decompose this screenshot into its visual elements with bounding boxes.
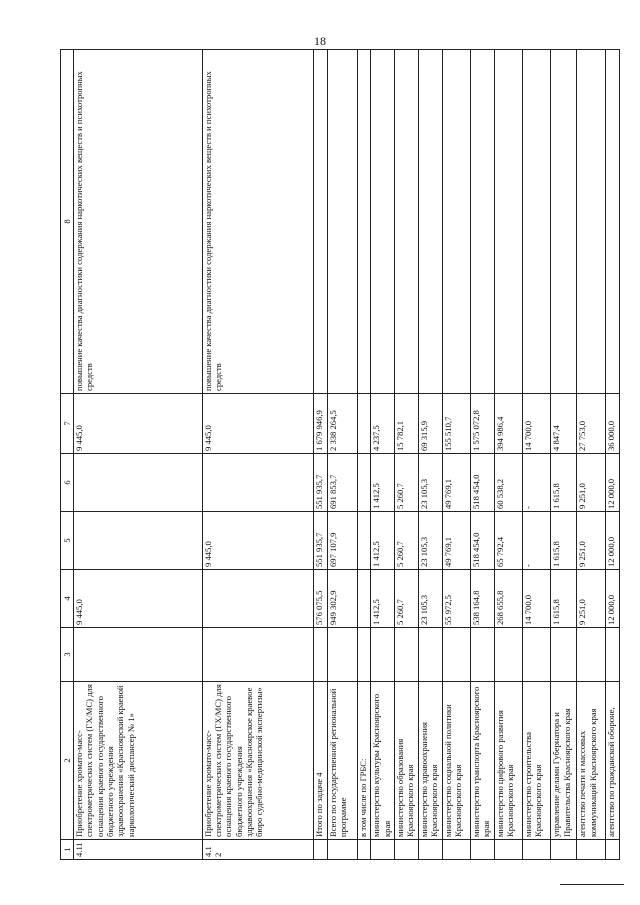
header-cell: 4 xyxy=(61,570,74,628)
table-cell-c5: 9 251,0 xyxy=(577,512,605,570)
table-cell-c8 xyxy=(471,50,495,394)
table-cell-c4: 268 655,8 xyxy=(494,570,522,628)
table-cell-c6 xyxy=(202,454,313,512)
table-row xyxy=(371,50,395,860)
table-cell-c6: 551 935,7 xyxy=(313,454,327,512)
table-cell-c5 xyxy=(74,512,203,570)
table-cell-c8 xyxy=(442,50,470,394)
table-cell-c3 xyxy=(418,628,442,682)
table-row xyxy=(394,50,418,860)
table-cell-c8: повышение качества диагностики содержания наркотических веществ и психотропных средств xyxy=(74,50,203,394)
table-cell-c8 xyxy=(494,50,522,394)
table-cell-c2: министерство транспорта Красноярского края xyxy=(471,682,495,840)
table-row xyxy=(327,50,357,860)
table-cell-c6: 60 538,2 xyxy=(494,454,522,512)
table-cell-c3 xyxy=(371,628,395,682)
table-cell-c3 xyxy=(494,628,522,682)
table-cell-c2: министерство культуры Красноярского края xyxy=(371,682,395,840)
table-cell-c1 xyxy=(471,840,495,860)
table-cell-c7: 9 445,0 xyxy=(74,394,203,454)
table-cell-c5: 9 445,0 xyxy=(202,512,313,570)
budget-table-body xyxy=(61,50,620,860)
header-cell: 7 xyxy=(61,394,74,454)
table-cell-c4: 14 700,0 xyxy=(522,570,550,628)
header-cell: 1 xyxy=(61,840,74,860)
table-cell-c1 xyxy=(605,840,619,860)
table-cell-c7: 27 753,0 xyxy=(577,394,605,454)
table-cell-c7: 69 315,9 xyxy=(418,394,442,454)
table-row xyxy=(522,50,550,860)
table-cell-c6: 49 769,1 xyxy=(442,454,470,512)
table-cell-c2: Всего по государственной региональной программе xyxy=(327,682,357,840)
table-cell-c5: 49 769,1 xyxy=(442,512,470,570)
table-cell-c3 xyxy=(358,628,371,682)
table-cell-c2: Итого по задаче 4 xyxy=(313,682,327,840)
table-cell-c3 xyxy=(313,628,327,682)
table-cell-c4: 9 445,0 xyxy=(74,570,203,628)
table-cell-c4 xyxy=(358,570,371,628)
table-cell-c6: 9 251,0 xyxy=(577,454,605,512)
table-cell-c5: - xyxy=(522,512,550,570)
table-cell-c1 xyxy=(551,840,577,860)
budget-table xyxy=(60,49,620,860)
table-cell-c2: агентство печати и массовых коммуникаций Красноярского края xyxy=(577,682,605,840)
table-cell-c8 xyxy=(394,50,418,394)
table-cell-c1 xyxy=(418,840,442,860)
table-cell-c1 xyxy=(358,840,371,860)
table-row xyxy=(313,50,327,860)
table-cell-c7: 2 338 264,5 xyxy=(327,394,357,454)
table-cell-c8 xyxy=(371,50,395,394)
table-cell-c6: - xyxy=(522,454,550,512)
table-cell-c3 xyxy=(605,628,619,682)
table-cell-c1 xyxy=(494,840,522,860)
table-cell-c8 xyxy=(313,50,327,394)
table-cell-c5: 518 454,0 xyxy=(471,512,495,570)
table-cell-c1 xyxy=(442,840,470,860)
header-cell: 3 xyxy=(61,628,74,682)
table-cell-c8 xyxy=(551,50,577,394)
table-cell-c4: 538 164,8 xyxy=(471,570,495,628)
table-cell-c1 xyxy=(313,840,327,860)
table-cell-c4: 23 105,3 xyxy=(418,570,442,628)
table-cell-c7: 15 782,1 xyxy=(394,394,418,454)
table-cell-c7: 4 237,5 xyxy=(371,394,395,454)
table-cell-c3 xyxy=(202,628,313,682)
table-row xyxy=(418,50,442,860)
table-cell-c7: 394 986,4 xyxy=(494,394,522,454)
table-cell-c2: в том числе по ГРБС: xyxy=(358,682,371,840)
table-cell-c7: 1 679 946,9 xyxy=(313,394,327,454)
table-row xyxy=(471,50,495,860)
table-cell-c8 xyxy=(327,50,357,394)
table-cell-c4: 1 615,8 xyxy=(551,570,577,628)
table-cell-c4: 1 412,5 xyxy=(371,570,395,628)
table-cell-c2: агентство по гражданской обороне, xyxy=(605,682,619,840)
table-cell-c4: 949 302,9 xyxy=(327,570,357,628)
table-cell-c3 xyxy=(74,628,203,682)
table-row xyxy=(358,50,371,860)
table-cell-c2: министерство строительства Красноярского края xyxy=(522,682,550,840)
header-cell: 6 xyxy=(61,454,74,512)
table-cell-c3 xyxy=(442,628,470,682)
table-cell-c6 xyxy=(74,454,203,512)
table-cell-c5: 23 105,3 xyxy=(418,512,442,570)
table-cell-c6: 12 000,0 xyxy=(605,454,619,512)
table-row xyxy=(202,50,313,860)
header-cell: 5 xyxy=(61,512,74,570)
table-header-row xyxy=(61,50,74,860)
table-cell-c3 xyxy=(471,628,495,682)
table-cell-c5: 12 000,0 xyxy=(605,512,619,570)
table-cell-c5: 697 107,9 xyxy=(327,512,357,570)
table-cell-c3 xyxy=(327,628,357,682)
table-cell-c5: 5 260,7 xyxy=(394,512,418,570)
table-cell-c4: 576 075,5 xyxy=(313,570,327,628)
table-cell-c6: 518 454,0 xyxy=(471,454,495,512)
table-cell-c8 xyxy=(358,50,371,394)
table-cell-c5: 551 935,7 xyxy=(313,512,327,570)
header-cell: 8 xyxy=(61,50,74,394)
header-cell: 2 xyxy=(61,682,74,840)
table-cell-c6: 23 105,3 xyxy=(418,454,442,512)
table-cell-c3 xyxy=(577,628,605,682)
table-cell-c2: министерство здравоохранения Красноярского края xyxy=(418,682,442,840)
table-cell-c2: министерство образования Красноярского края xyxy=(394,682,418,840)
table-cell-c2: министерство цифрового развития Красноярского края xyxy=(494,682,522,840)
table-cell-c5 xyxy=(358,512,371,570)
table-cell-c6 xyxy=(358,454,371,512)
table-row xyxy=(74,50,203,860)
table-cell-c5: 1 412,5 xyxy=(371,512,395,570)
table-cell-c6: 691 853,7 xyxy=(327,454,357,512)
table-row xyxy=(605,50,619,860)
table-cell-c3 xyxy=(522,628,550,682)
table-cell-c1: 4.11 xyxy=(74,840,203,860)
table-cell-c7: 14 700,0 xyxy=(522,394,550,454)
table-cell-c7: 4 847,4 xyxy=(551,394,577,454)
table-row xyxy=(551,50,577,860)
table-cell-c7: 9 445,0 xyxy=(202,394,313,454)
table-cell-c8 xyxy=(605,50,619,394)
table-cell-c4: 55 972,5 xyxy=(442,570,470,628)
table-cell-c1: 4.12 xyxy=(202,840,313,860)
table-cell-c5: 65 792,4 xyxy=(494,512,522,570)
table-cell-c7: 36 000,0 xyxy=(605,394,619,454)
table-cell-c1 xyxy=(394,840,418,860)
table-cell-c1 xyxy=(522,840,550,860)
table-cell-c4: 12 000,0 xyxy=(605,570,619,628)
table-cell-c6: 1 615,8 xyxy=(551,454,577,512)
table-cell-c2: управление делами Губернатора и Правительства Красноярского края xyxy=(551,682,577,840)
table-cell-c5: 1 615,8 xyxy=(551,512,577,570)
table-cell-c1 xyxy=(371,840,395,860)
page-number: 18 xyxy=(314,34,326,48)
table-row xyxy=(494,50,522,860)
table-cell-c2: Приобретение хромато-масс-спектрометрических систем (ГХ/МС) для оснащения краевого государственного бюджетного учреждения здравоохранения «Красноярское краевое бюро судебно-медицинской экспертизы» xyxy=(202,682,313,840)
table-cell-c8 xyxy=(577,50,605,394)
table-row xyxy=(442,50,470,860)
table-cell-c7: 1 575 072,8 xyxy=(471,394,495,454)
table-cell-c8 xyxy=(418,50,442,394)
table-cell-c7 xyxy=(358,394,371,454)
table-cell-c2: Приобретение хромато-масс-спектрометрических систем (ГХ/МС) для оснащения краевого государственного бюджетного учреждения здравоохранения «Красноярский краевой наркологический диспансер № 1» xyxy=(74,682,203,840)
table-cell-c3 xyxy=(551,628,577,682)
table-cell-c8 xyxy=(522,50,550,394)
table-cell-c6: 1 412,5 xyxy=(371,454,395,512)
table-cell-c8: повышение качества диагностики содержания наркотических веществ и психотропных средств xyxy=(202,50,313,394)
table-cell-c1 xyxy=(327,840,357,860)
bottom-rule xyxy=(560,884,624,885)
table-cell-c4 xyxy=(202,570,313,628)
table-cell-c3 xyxy=(394,628,418,682)
table-cell-c7: 155 510,7 xyxy=(442,394,470,454)
rotated-table-container xyxy=(60,50,620,860)
table-cell-c4: 9 251,0 xyxy=(577,570,605,628)
table-cell-c6: 5 260,7 xyxy=(394,454,418,512)
table-row xyxy=(577,50,605,860)
table-cell-c2: министерство социальной политики Красноярского края xyxy=(442,682,470,840)
table-cell-c1 xyxy=(577,840,605,860)
table-cell-c4: 5 260,7 xyxy=(394,570,418,628)
